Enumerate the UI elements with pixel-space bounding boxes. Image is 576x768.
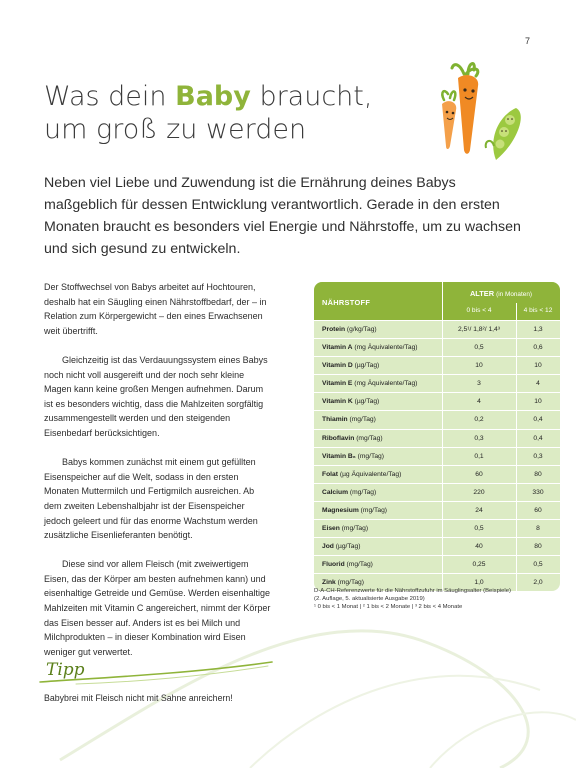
nutrient-name: Protein [322, 326, 346, 333]
cell-nutrient [322, 507, 387, 514]
nutrient-name: Vitamin A [322, 344, 353, 352]
cell-value-4-12: 4 [536, 380, 540, 388]
header-col-0-4: 0 bis < 4 [466, 307, 492, 314]
nutrient-name: Fluorid [322, 561, 345, 569]
cell-value-0-4: 1,0 [474, 579, 484, 587]
header-age-unit: (in Monaten) [496, 291, 533, 298]
table-row [314, 429, 560, 447]
header-nutrient: NÄHRSTOFF [322, 298, 371, 307]
cell-value-0-4: 3 [477, 380, 481, 388]
nutrient-unit: (mg/Tag) [341, 525, 369, 533]
nutrient-unit: (mg/Tag) [357, 452, 385, 460]
title-line-2: um groß zu werden [44, 114, 307, 145]
source-line: (2. Auflage, 5. aktualisierte Ausgabe 2019) [314, 596, 425, 603]
cell-nutrient [322, 344, 418, 351]
table-row [314, 338, 560, 356]
title-highlight: Baby [175, 81, 251, 112]
body-paragraph: Gleichzeitig ist das Verdauungssystem eines Babys noch nicht voll ausgereift und der noch sehr kleine Magen kann keine großen Mengen aufnehmen. Darum ist es besonders wichtig, dass die Mahlzeiten sorgfältig zusammengestellt werden und den steigenden Eisenbedarf berücksichtigen. [44, 354, 268, 438]
nutrient-name: Jod [322, 543, 334, 551]
table-row [314, 555, 560, 573]
cell-value-4-12: 0,5 [533, 561, 543, 569]
page-title [44, 80, 424, 146]
nutrient-name: Thiamin [322, 416, 348, 424]
nutrient-unit: (mg Äquivalente/Tag) [354, 344, 418, 352]
cell-value-0-4: 0,25 [472, 561, 486, 569]
cell-value-4-12: 0,4 [533, 434, 543, 442]
source-line: D-A-CH-Referenzwerte für die Nährstoffzufuhr im Säuglingsalter (Beispiele) [314, 588, 511, 594]
nutrient-unit: (µg/Tag) [354, 398, 380, 406]
nutrient-name: Eisen [322, 525, 340, 533]
cell-value-4-12: 2,0 [533, 579, 543, 587]
cell-nutrient [322, 435, 383, 442]
header-age [442, 289, 560, 298]
cell-value-4-12: 0,4 [533, 416, 543, 424]
table-row [314, 537, 560, 555]
cell-value-0-4: 220 [473, 488, 485, 496]
tipp-label: Tipp [46, 660, 85, 680]
cell-nutrient [322, 471, 401, 478]
cell-nutrient [322, 380, 417, 387]
nutrient-unit: (µg/Tag) [354, 362, 380, 370]
cell-value-0-4: 0,5 [474, 344, 484, 352]
cell-value-4-12: 330 [532, 488, 544, 496]
page-number: 7 [524, 36, 530, 46]
body-text [44, 280, 272, 674]
cell-nutrient [322, 416, 376, 423]
cell-nutrient [322, 579, 364, 586]
table-source [314, 587, 564, 612]
cell-value-0-4: 40 [475, 543, 483, 551]
cell-value-0-4: 0,2 [474, 416, 484, 424]
nutrient-unit: (µg/Tag) [335, 543, 361, 551]
nutrient-unit: (mg/Tag) [349, 488, 377, 496]
table-body [314, 320, 560, 591]
table-row [314, 501, 560, 519]
nutrient-name: Vitamin K [322, 398, 353, 406]
title-text-after: braucht, [250, 81, 373, 112]
cell-value-0-4: 10 [475, 362, 483, 370]
cell-value-0-4: 0,5 [474, 525, 484, 533]
cell-nutrient [322, 362, 379, 369]
cell-nutrient [322, 326, 377, 333]
pea-pod-icon [486, 108, 521, 160]
cell-value-0-4: 24 [475, 506, 483, 514]
nutrient-unit: (g/kg/Tag) [346, 326, 377, 333]
cell-value-4-12: 8 [536, 525, 540, 533]
body-paragraph: Babys kommen zunächst mit einem gut gefüllten Eisenspeicher auf die Welt, sodass in den ersten Monaten Muttermilch und Fertigmilch ausreichen. Ab dem zweiten Lebenshalbjahr ist der Eisenspeicher jedoch geleert und für das enorme Wachstum werden zusätzliche Eisenlieferanten benötigt. [44, 457, 258, 541]
nutrient-table [314, 282, 560, 591]
nutrient-name: Riboflavin [322, 434, 355, 442]
nutrient-name: Vitamin E [322, 380, 353, 388]
nutrient-name: Calcium [322, 488, 349, 496]
body-paragraph: Der Stoffwechsel von Babys arbeitet auf Hochtouren, deshalb hat ein Säugling einen Nährstoffbedarf, der – in Relation zum Körpergewicht – den eines Erwachsenen weit übertrifft. [44, 282, 267, 336]
cell-value-0-4: 0,1 [474, 452, 484, 460]
tipp-text: Babybrei mit Fleisch nicht mit Sahne anreichern! [44, 693, 233, 703]
cell-nutrient [322, 398, 379, 405]
cell-nutrient [322, 525, 368, 532]
cell-value-4-12: 10 [534, 398, 542, 406]
nutrient-unit: (mg/Tag) [346, 561, 373, 569]
table-row [314, 374, 560, 392]
nutrient-name: Vitamin D [322, 362, 353, 370]
nutrient-unit: (µg Äquivalente/Tag) [339, 470, 402, 478]
nutrient-name: Folat [322, 470, 338, 478]
nutrient-unit: (mg/Tag) [356, 434, 383, 442]
nutrient-unit: (mg/Tag) [360, 506, 388, 514]
table-header [314, 282, 560, 320]
table-row [314, 483, 560, 501]
nutrient-unit: (mg/Tag) [337, 579, 364, 587]
table-row [314, 410, 560, 428]
footnotes: ¹ 0 bis < 1 Monat | ² 1 bis < 2 Monate | ³ 2 bis < 4 Monate [314, 604, 463, 611]
cell-value-4-12: 1,3 [533, 326, 543, 333]
nutrient-name: Magnesium [322, 506, 359, 514]
carrot-icon [442, 91, 456, 149]
cell-nutrient [322, 453, 384, 460]
header-col-4-12: 4 bis < 12 [523, 307, 553, 314]
nutrient-name: Zink [322, 579, 336, 587]
header-age-label: ALTER [469, 289, 495, 298]
cell-nutrient [322, 489, 376, 496]
nutrient-unit: (mg Äquivalente/Tag) [354, 380, 418, 388]
cell-value-4-12: 10 [534, 362, 542, 370]
cell-value-4-12: 80 [534, 543, 542, 551]
cell-value-0-4: 4 [477, 398, 481, 406]
cell-value-0-4: 0,3 [474, 434, 484, 442]
cell-value-0-4: 60 [475, 470, 483, 478]
table-row [314, 465, 560, 483]
cell-value-4-12: 80 [534, 470, 542, 478]
cell-nutrient [322, 561, 373, 568]
cell-value-4-12: 60 [534, 506, 542, 514]
table-row [314, 320, 560, 338]
body-paragraph: Diese sind vor allem Fleisch (mit zweiwertigem Eisen, das der Körper am besten aufnehmen kann) und eisenhaltige Getreide und Gemüse. Werden eisenhaltige Mahlzeiten mit Vitamin C angereichert, nimmt der Körper das Eisen besser auf. Anders ist es bei Milch und Milchprodukten – in dieser Kombination wird Eisen weniger gut verwertet. [44, 559, 271, 657]
title-text-before: Was dein [44, 81, 176, 112]
nutrient-name: Vitamin B₆ [322, 452, 356, 460]
cell-value-0-4: 2,5¹/ 1,8²/ 1,4³ [457, 326, 500, 333]
vegetable-illustration [436, 60, 546, 160]
cell-value-4-12: 0,6 [533, 344, 543, 352]
table-row [314, 356, 560, 374]
table-row [314, 392, 560, 410]
table-row [314, 519, 560, 537]
table-row [314, 447, 560, 465]
cell-value-4-12: 0,3 [533, 452, 543, 460]
intro-paragraph: Neben viel Liebe und Zuwendung ist die Ernährung deines Babys maßgeblich für dessen Entwicklung verantwortlich. Gerade in den ersten Monaten braucht es besonders viel Energie und Nährstoffe, um zu wachsen und sich gesund zu entwickeln. [44, 175, 521, 257]
nutrient-unit: (mg/Tag) [349, 416, 376, 424]
cell-nutrient [322, 543, 360, 550]
